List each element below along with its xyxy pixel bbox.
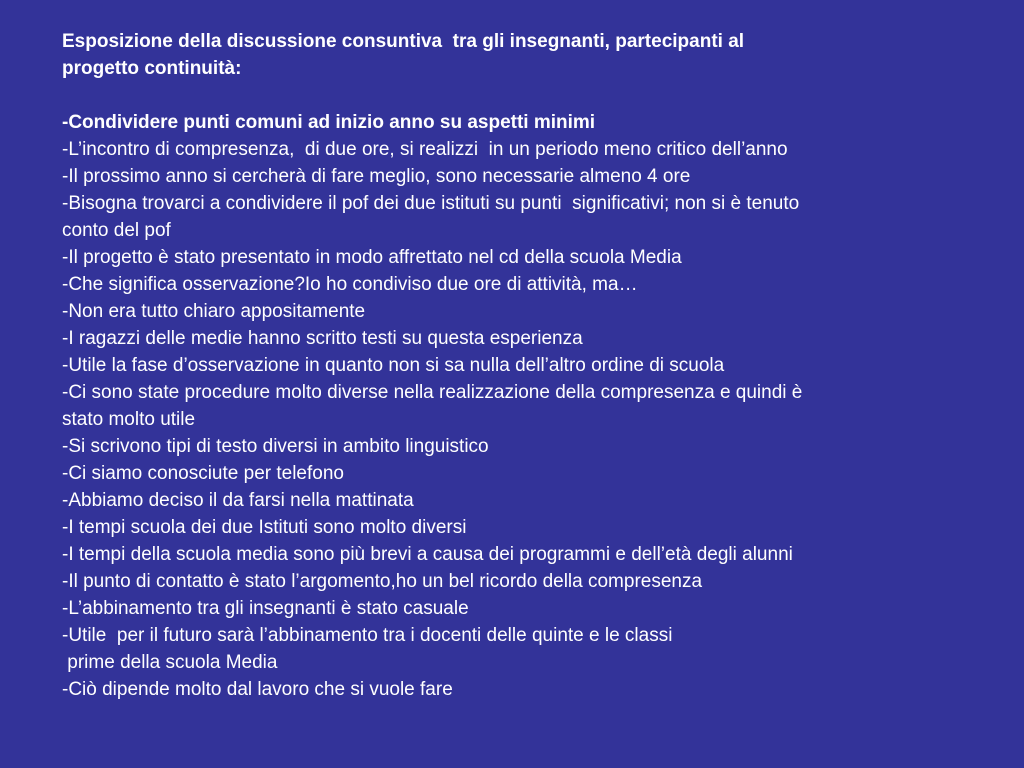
list-item: -Il progetto è stato presentato in modo affrettato nel cd della scuola Media bbox=[62, 247, 682, 268]
list-item: conto del pof bbox=[62, 220, 171, 241]
list-item: -Che significa osservazione?Io ho condiviso due ore di attività, ma… bbox=[62, 274, 638, 295]
list-item: -Non era tutto chiaro appositamente bbox=[62, 301, 366, 322]
list-item: -Utile la fase d’osservazione in quanto non si sa nulla dell’altro ordine di scuola bbox=[62, 355, 725, 376]
list-item: -Bisogna trovarci a condividere il pof dei due istituti su punti significativi; non si è tenuto bbox=[62, 193, 800, 214]
list-item: -Il prossimo anno si cercherà di fare meglio, sono necessarie almeno 4 ore bbox=[62, 166, 691, 187]
list-item: -Ci sono state procedure molto diverse nella realizzazione della compresenza e quindi è bbox=[62, 382, 803, 403]
list-item: -Abbiamo deciso il da farsi nella mattinata bbox=[62, 490, 414, 511]
list-item: -L’abbinamento tra gli insegnanti è stato casuale bbox=[62, 598, 469, 619]
list-item: prime della scuola Media bbox=[62, 652, 278, 673]
list-item: -L’incontro di compresenza, di due ore, si realizzi in un periodo meno critico dell’anno bbox=[62, 139, 788, 160]
list-item: -Ci siamo conosciute per telefono bbox=[62, 463, 344, 484]
list-item: -Ciò dipende molto dal lavoro che si vuole fare bbox=[62, 679, 453, 700]
list-item: -Il punto di contatto è stato l’argomento,ho un bel ricordo della compresenza bbox=[62, 571, 703, 592]
list-item: -I tempi della scuola media sono più brevi a causa dei programmi e dell’età degli alunni bbox=[62, 544, 793, 565]
list-item: -I ragazzi delle medie hanno scritto testi su questa esperienza bbox=[62, 328, 583, 349]
list-item: -I tempi scuola dei due Istituti sono molto diversi bbox=[62, 517, 467, 538]
slide-title-line-1: Esposizione della discussione consuntiva tra gli insegnanti, partecipanti al bbox=[62, 31, 745, 52]
slide-title-line-2: progetto continuità: bbox=[62, 58, 242, 79]
list-item: -Utile per il futuro sarà l’abbinamento tra i docenti delle quinte e le classi bbox=[62, 625, 673, 646]
slide-subheading: -Condividere punti comuni ad inizio anno su aspetti minimi bbox=[62, 112, 596, 133]
list-item: stato molto utile bbox=[62, 409, 196, 430]
list-item: -Si scrivono tipi di testo diversi in ambito linguistico bbox=[62, 436, 489, 457]
spacer bbox=[62, 82, 984, 109]
discussion-list bbox=[62, 136, 984, 703]
